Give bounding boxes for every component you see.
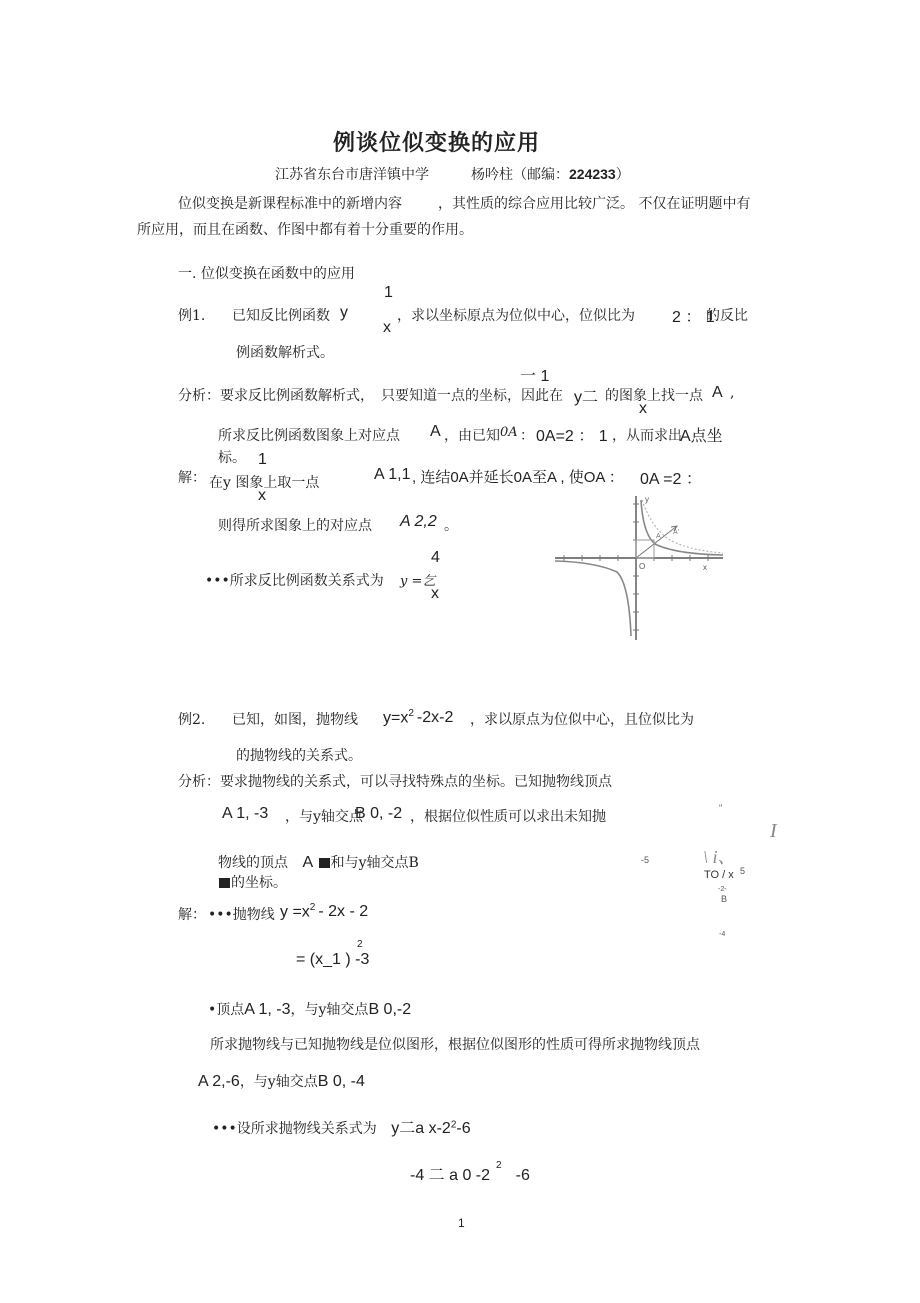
analysis1-line3: 标。: [218, 450, 246, 466]
graph1-y-label: y: [645, 495, 649, 504]
analysis2-line4-text: 的坐标。: [231, 875, 287, 891]
analysis2-pt-b: B 0, -2: [355, 805, 403, 822]
graph2-sup5: 5: [740, 866, 746, 876]
solution1-text-b: , 连结0A并延长0A至A , 使OA ：: [412, 469, 624, 486]
graph2-i-big: I: [770, 820, 777, 842]
ex2-eq-b: -2x-2: [416, 709, 454, 727]
solution1-concl-den: x: [431, 585, 439, 602]
graph1-x-label: x: [703, 563, 707, 572]
solution2-line3-b: ，与y轴交点: [290, 1002, 369, 1018]
solution2-line5-b: ，与y轴交点: [239, 1074, 318, 1090]
section-heading-1: 一. 位似变换在函数中的应用: [178, 266, 355, 282]
ex1-line-2: 例函数解析式。: [236, 345, 334, 361]
solution2-line7-sup: 2: [496, 1159, 502, 1171]
solution1-concl-eq: y =乞: [400, 574, 436, 589]
solution1-label: 解：: [178, 470, 206, 486]
analysis1-comma: ,: [730, 385, 735, 401]
missing-glyph-mark-2: [219, 878, 230, 888]
analysis2-pt-a: A 1, -3: [222, 805, 269, 822]
hyperbola-graph: [555, 494, 725, 640]
ex2-line-2: 的抛物线的关系式。: [236, 748, 362, 764]
graph2-tick: -5: [641, 855, 650, 865]
solution2-line5: [198, 1071, 365, 1091]
analysis2-text-c: ，根据位似性质可以求出未知抛: [410, 809, 606, 825]
solution1-oa-eq: 0A =2 ：: [640, 471, 702, 488]
ex2-text-a: 已知，如图，抛物线: [232, 712, 358, 728]
ex1-text-b: ，求以坐标原点为位似中心，位似比为: [397, 308, 635, 324]
analysis1-oa-italic: 0A: [500, 425, 518, 440]
analysis1-text-a: 要求反比例函数解析式， 只要知道一点的坐标，因此在: [220, 388, 563, 404]
solution2-line6-eq-a: y二a x-2: [391, 1120, 451, 1137]
solution2-line7-a: -4 二 a 0 -2: [410, 1167, 491, 1184]
ex2-eq-a: y=x: [383, 709, 409, 727]
solution1-point: A 1,1: [374, 466, 411, 483]
solution1-concl-num: 4: [431, 549, 440, 566]
analysis1-line2-A: A: [430, 423, 441, 440]
graph1-curve-q3: [555, 561, 631, 636]
graph2-i-small: \ i、: [703, 847, 736, 867]
solution2-line6-eq-b: -6: [456, 1120, 471, 1137]
ex2-label: 例2.: [178, 712, 206, 728]
analysis1-line2-d: ，从而求出: [612, 428, 682, 444]
solution2-sup2: 2: [357, 939, 363, 950]
analysis1-line2-c: ：: [520, 428, 534, 444]
graph1-a2-label: A': [673, 529, 680, 536]
graph2-axis-text: TO / x: [704, 869, 734, 881]
ex1-text-a: 已知反比例函数: [232, 308, 330, 324]
ex1-label: 例1.: [178, 308, 206, 324]
solution2-line1-a: •••抛物线: [208, 907, 275, 923]
graph2-b-label: B: [721, 894, 728, 904]
solution2-line4: 所求抛物线与已知抛物线是位似图形，根据位似图形的性质可得所求抛物线顶点: [210, 1037, 700, 1053]
ex2-text-b: ，求以原点为位似中心，且位似比为: [470, 712, 694, 728]
intro-text-b: ，其性质的综合应用比较广泛。 不仅在证明题中有: [438, 196, 751, 212]
solution1-line2-a: 则得所求图象上的对应点: [218, 518, 372, 534]
analysis2-line3: [218, 852, 419, 872]
graph2-quote: ": [719, 803, 723, 813]
solution2-line3-pt2: B 0,-2: [368, 1001, 412, 1018]
page-number: 1: [458, 1216, 465, 1230]
analysis1-text-b: 的图象上找一点: [605, 388, 703, 404]
solution1-text-a: 在y 图象上取一点: [209, 475, 320, 491]
author-line: [275, 164, 630, 184]
analysis2-line4: [218, 872, 287, 892]
solution1-num: 1: [258, 451, 267, 468]
graph1-o-label: O: [639, 562, 646, 571]
analysis2-line3-b: 和与y轴交点B: [330, 855, 419, 871]
analysis1-x-den: x: [639, 400, 647, 417]
solution2-line6: [212, 1115, 471, 1138]
ex2-eq: [383, 708, 453, 727]
solution2-line3-a: •顶点: [208, 1002, 245, 1018]
solution2-line5-pt: A 2,-6: [198, 1073, 240, 1090]
solution2-line2-eq: = (x_1 ) -3: [296, 951, 370, 968]
analysis1-line2-e: A点坐: [680, 428, 723, 445]
solution1-line2-pt: A 2,2: [400, 513, 437, 530]
solution2-line7-b: -6: [515, 1167, 530, 1184]
solution1-x-den: x: [258, 487, 266, 504]
solution2-line3: [208, 999, 411, 1019]
intro-text-a: 位似变换是新课程标准中的新增内容: [178, 196, 402, 212]
solution1-line2-end: 。: [444, 518, 458, 534]
analysis2-line3-A: A: [302, 854, 314, 871]
ex1-y: y: [340, 304, 348, 321]
author-text: 江苏省东台市唐洋镇中学 杨吟柱（邮编：: [275, 167, 569, 183]
solution2-line6-sup: 2: [450, 1119, 457, 1131]
graph1-curve-q1: [641, 500, 723, 555]
solution2-line3-pt: A 1, -3: [244, 1001, 291, 1018]
analysis1-point: A: [712, 384, 723, 401]
analysis1-line2-b: ，由已知: [444, 428, 500, 444]
solution2-line1-sup: 2: [309, 902, 316, 913]
analysis1-label: 分析：: [178, 388, 220, 404]
ex1-frac-den: x: [383, 319, 391, 336]
solution2-label: 解：: [178, 907, 206, 923]
ex2-eq-sup: 2: [408, 708, 414, 719]
solution2-line1-eq: [280, 902, 368, 921]
graph1-a-label: A: [656, 533, 661, 540]
intro-line-1: [178, 193, 750, 213]
missing-glyph-mark: [319, 858, 330, 868]
ex1-ratio: 2 ： 1: [672, 309, 715, 326]
analysis2-label: 分析：: [178, 774, 220, 790]
solution2-line1-eq-b: - 2x - 2: [318, 903, 369, 921]
solution2-line1-eq-a: y =x: [280, 903, 310, 921]
analysis2-text-b: ，与y轴交点: [285, 809, 363, 825]
ex1-text-c: 的反比: [706, 308, 748, 324]
solution2-line7: [410, 1159, 530, 1185]
graph2-neg2: -2-: [718, 886, 727, 893]
analysis1-oa-eq: 0A=2 ： 1: [536, 428, 608, 445]
analysis2-line3-a: 物线的顶点: [218, 855, 288, 871]
graph1-ray-oa: [636, 526, 680, 558]
solution1-concl-a: •••所求反比例函数关系式为: [205, 573, 384, 589]
ex1-frac-num: 1: [384, 284, 393, 301]
analysis2-text-a: 要求抛物线的关系式，可以寻找特殊点的坐标。已知抛物线顶点: [220, 774, 612, 790]
intro-line-2: 所应用，而且在函数、作图中都有着十分重要的作用。: [137, 222, 473, 238]
graph2-neg4: -4: [719, 931, 726, 938]
solution2-line5-pt2: B 0, -4: [317, 1073, 365, 1090]
analysis1-line2-a: 所求反比例函数图象上对应点: [218, 428, 400, 444]
analysis1-y: y二: [574, 389, 599, 406]
author-close: ）: [615, 167, 630, 183]
page-title: 例谈位似变换的应用: [333, 130, 541, 156]
solution2-line6-a: •••设所求抛物线关系式为: [212, 1121, 377, 1137]
analysis1-top-num: 一 1: [520, 368, 550, 385]
postcode: 224233: [569, 166, 616, 182]
